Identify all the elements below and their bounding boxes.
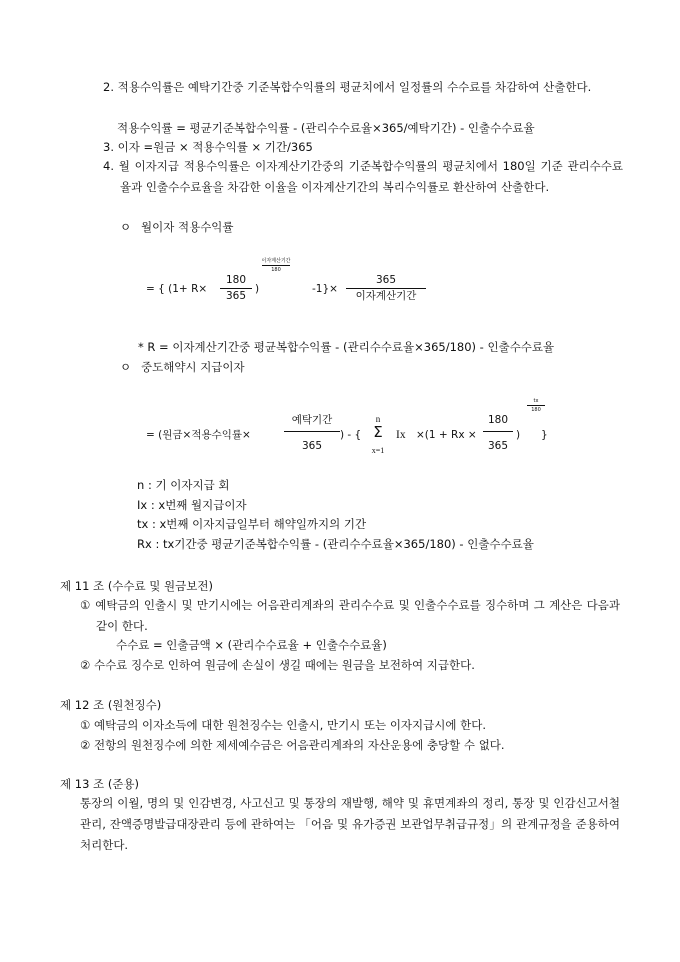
formula-mid: ) - {: [340, 429, 362, 441]
sigma-upper: n: [375, 414, 381, 424]
fraction-bar: [284, 431, 340, 432]
article-11-formula: 수수료 = 인출금액 × (관리수수료율 + 인출수수료율): [116, 638, 387, 652]
article-12-clause-1: ① 예탁금의 이자소득에 대한 원천징수는 인출시, 만기시 또는 이자지급시에 한다.: [80, 718, 487, 732]
formula-open: = (원금×적용수익률×: [146, 429, 251, 441]
fraction2-bar: [483, 431, 513, 432]
sigma-icon: Σ: [373, 423, 383, 441]
formula-end: }: [541, 429, 548, 441]
early-title: 중도해약시 지급이자: [141, 360, 245, 374]
legend-tx: tx : x번째 이자지급일부터 해약일까지의 기간: [137, 517, 367, 531]
legend-rx: Rx : tx기간중 평균기준복합수익률 - (관리수수료율×365/180) - 인출수수료율: [137, 537, 534, 551]
formula-close-paren: ): [516, 429, 521, 441]
legend-ix: Ix : x번째 월지급이자: [137, 498, 247, 512]
exponent-numerator: tx: [533, 398, 539, 404]
ix-symbol: Ix: [396, 429, 406, 441]
fraction2-denominator: 이자계산기간: [355, 290, 417, 302]
exponent-bar: [262, 265, 290, 266]
item-3-text: 3. 이자 =원금 × 적용수익률 × 기간/365: [103, 140, 313, 154]
article-13-body: 통장의 이월, 명의 및 인감변경, 사고신고 및 통장의 재발행, 해약 및 휴면계좌의 정리, 통장 및 인감신고서철 관리, 잔액증명발급대장관리 등에 관하여는 「어음 및 유가증권 보관업무취급규정」의 관계규정을 준용하여 처리한다.: [80, 796, 620, 852]
item-4-text: 4. 월 이자지급 적용수익률은 이자계산기간중의 기준복합수익률의 평균치에서 180일 기준 관리수수료율과 인출수수료율을 차감한 이율을 이자계산기간의 복리수익률로 환산하여 산출한다.: [103, 159, 623, 194]
exponent-denominator: 180: [271, 267, 281, 273]
exponent-numerator: 이자계산기간: [261, 258, 291, 264]
fraction2-numerator: 180: [487, 414, 509, 426]
fraction2-denominator: 365: [487, 440, 509, 452]
item-2-text: 2. 적용수익률은 예탁기간중 기준복합수익률의 평균치에서 일정률의 수수료를 차감하여 산출한다.: [103, 80, 592, 94]
formula-close-paren: ): [255, 283, 260, 295]
article-12-clause-2: ② 전항의 원천징수에 의한 제세예수금은 어음관리계좌의 자산운용에 충당할 수 없다.: [80, 738, 505, 752]
bullet-circle: ㅇ: [120, 360, 132, 374]
article-13-title: 제 13 조 (준용): [60, 777, 140, 791]
fraction2-numerator: 365: [375, 274, 397, 286]
monthly-note: * R = 이자계산기간중 평균복합수익률 - (관리수수료율×365/180) - 인출수수료율: [138, 340, 555, 354]
sigma-lower: x=1: [371, 446, 385, 455]
bullet-circle: ㅇ: [120, 220, 132, 234]
fraction-numerator: 예탁기간: [291, 414, 333, 426]
exponent-denominator: 180: [531, 407, 541, 413]
formula-open: = { (1+ R×: [146, 283, 208, 295]
article-11-clause-1: ① 예탁금의 인출시 및 만기시에는 어음관리계좌의 관리수수료 및 인출수수료를 징수하며 그 계산은 다음과 같이 한다.: [80, 598, 620, 633]
article-12-title: 제 12 조 (원천징수): [60, 698, 162, 712]
exponent-bar: [527, 405, 545, 406]
article-11-clause-2: ② 수수료 징수로 인하여 원금에 손실이 생길 때에는 원금을 보전하여 지급한다.: [80, 658, 475, 672]
article-11-title: 제 11 조 (수수료 및 원금보전): [60, 579, 213, 593]
fraction-numerator: 180: [225, 274, 247, 286]
formula-paren: ×(1 + Rx ×: [416, 429, 477, 441]
monthly-title: 월이자 적용수익률: [141, 220, 234, 234]
formula-minus: -1}×: [312, 283, 338, 295]
item-2-formula: 적용수익률 = 평균기준복합수익률 - (관리수수료율×365/예탁기간) - 인출수수료율: [117, 121, 535, 135]
fraction-denominator: 365: [301, 440, 323, 452]
fraction-denominator: 365: [225, 290, 247, 302]
legend-n: n : 기 이자지급 회: [137, 478, 230, 492]
